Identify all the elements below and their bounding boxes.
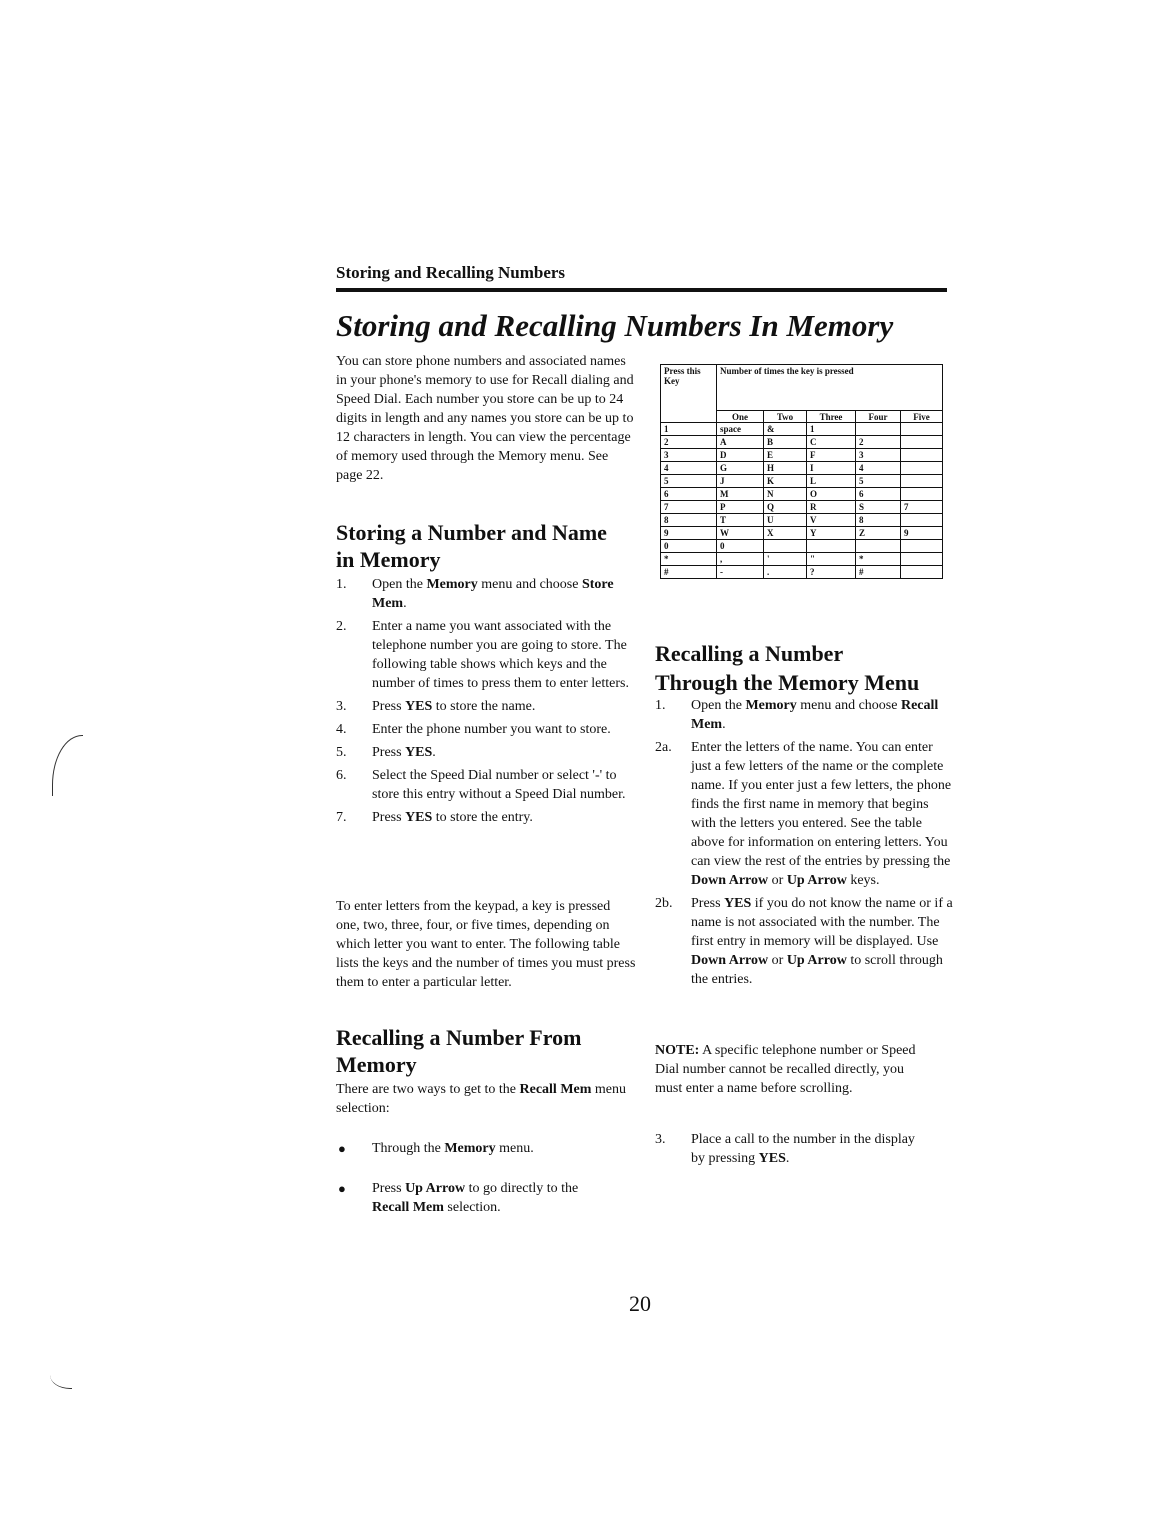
table-cell [901,475,943,488]
bullet-text: selection. [443,1200,501,1215]
intro-paragraph: You can store phone numbers and associated names in your phone's memory to use for Recall dialing and Speed Dial. Each number you store can be up to 24 digits in length and any names you store can be up to 12 characters in length. You can view the percentage of memory used through the Memory menu. See page 22. [336,354,634,483]
step-bold: Store Mem [372,577,614,611]
table-cell [901,488,943,501]
recall-heading-line1: Recalling a Number From [336,1025,582,1050]
table-cell: 4 [856,462,901,475]
table-cell [856,540,901,553]
step-text: to scroll through the entries. [691,953,943,987]
storing-step-1 [336,575,636,613]
table-key-cell: # [661,566,717,579]
table-cell: M [717,488,764,501]
table-row [661,501,943,514]
table-row [661,527,943,540]
step-number: 1. [655,698,666,713]
step-text: Press [372,699,406,714]
table-cell: P [717,501,764,514]
table-row [661,553,943,566]
note-label: NOTE: [655,1043,700,1058]
step-bold: YES [405,810,433,825]
recall-step-1 [655,696,955,734]
recall-intro-text: menu selection: [336,1082,627,1116]
table-cell: 7 [901,501,943,514]
recall-intro [336,1080,636,1118]
bullet-text: to go directly to the [465,1181,579,1196]
step-text: Open the [372,577,427,592]
table-row [661,449,943,462]
table-cell: 3 [856,449,901,462]
step-bold: Memory [745,698,797,713]
table-cell: W [717,527,764,540]
table-key-cell: 5 [661,475,717,488]
storing-step-5 [336,743,636,762]
bullet-text: menu. [495,1141,534,1156]
running-header: Storing and Recalling Numbers [336,263,566,282]
recall-intro-bold: Recall Mem [519,1082,592,1097]
table-cell: F [807,449,856,462]
table-row [661,423,943,436]
table-row [661,540,943,553]
table-cell: , [717,553,764,566]
storing-heading [336,519,646,573]
step-bold: YES [405,745,433,760]
step-bold: Memory [426,577,478,592]
table-cell: 0 [717,540,764,553]
table-cell: 8 [856,514,901,527]
page-title: Storing and Recalling Numbers In Memory [336,308,894,343]
scan-mark [52,735,83,796]
table-cell [764,540,807,553]
recall-menu-steps [655,696,955,989]
recall-menu-heading [655,639,955,697]
table-cell: - [717,566,764,579]
table-key-cell: 9 [661,527,717,540]
table-cell: space [717,423,764,436]
step-number: 1. [336,577,347,592]
step-text: Place a call to the number in the display by pressing [691,1132,915,1166]
table-cell: 2 [856,436,901,449]
table-cell: S [856,501,901,514]
step-text: if you do not know the name or if a name is not associated with the number. The first entry in memory will be displayed. Use [691,896,953,949]
step-number: 4. [336,722,347,737]
recall-intro-text: There are two ways to get to the [336,1082,520,1097]
table-cell [901,553,943,566]
recall-step-3-list [655,1130,925,1168]
table-cell: R [807,501,856,514]
step-bold: Recall Mem [691,698,939,732]
step-bold: Down Arrow [691,953,769,968]
table-cell: Z [856,527,901,540]
col-header-press-key: Press this Key [661,365,717,423]
table-row [661,436,943,449]
table-key-cell: 0 [661,540,717,553]
recall-heading [336,1024,646,1078]
step-text: menu and choose [796,698,901,713]
bullet-bold: Recall Mem [372,1200,444,1215]
table-cell: 6 [856,488,901,501]
table-cell: L [807,475,856,488]
storing-step-7 [336,808,636,827]
step-bold: Up Arrow [786,873,847,888]
note-text: A specific telephone number or Speed Dial number cannot be recalled directly, you must enter a name before scrolling. [655,1043,916,1096]
scan-mark [50,1372,72,1389]
table-cell [901,566,943,579]
table-key-cell: 8 [661,514,717,527]
step-text: keys. [846,873,880,888]
table-cell: & [764,423,807,436]
step-text: or [768,953,787,968]
storing-steps-list [336,575,636,827]
step-number: 2. [336,619,347,634]
step-text: Enter the phone number you want to store. [372,722,611,737]
step-number: 3. [655,1132,666,1147]
subheader-three: Three [807,411,856,423]
storing-step-4 [336,720,636,739]
table-row [661,488,943,501]
step-number: 6. [336,768,347,783]
bullet-icon: ● [338,1181,346,1196]
table-cell: U [764,514,807,527]
recall-step-2b [655,894,955,989]
table-cell: V [807,514,856,527]
bullet-text: Press [372,1181,406,1196]
step-text: . [403,596,407,611]
step-number: 5. [336,745,347,760]
table-row [661,475,943,488]
subheader-four: Four [856,411,901,423]
step-text: Press [372,745,406,760]
recall-heading-line2: Memory [336,1052,417,1077]
step-number: 2b. [655,896,673,911]
recall-bullet-1 [336,1139,616,1158]
storing-step-6 [336,766,636,804]
table-cell: # [856,566,901,579]
table-cell: J [717,475,764,488]
table-cell: O [807,488,856,501]
table-cell: ' [764,553,807,566]
step-text: . [722,717,726,732]
step-number: 7. [336,810,347,825]
step-text: menu and choose [477,577,582,592]
table-cell: K [764,475,807,488]
storing-heading-line1: Storing a Number and Name [336,520,607,545]
table-key-cell: 7 [661,501,717,514]
recall-menu-heading-line2: Through the Memory Menu [655,670,920,695]
step-text: or [768,873,787,888]
table-key-cell: 4 [661,462,717,475]
table-key-cell: 2 [661,436,717,449]
table-cell: Q [764,501,807,514]
table-cell: H [764,462,807,475]
table-cell: A [717,436,764,449]
step-text: Select the Speed Dial number or select '-' to store this entry without a Speed Dial number. [372,768,626,802]
recall-step-3 [655,1130,925,1168]
step-number: 2a. [655,740,672,755]
subheader-five: Five [901,411,943,423]
table-cell: 5 [856,475,901,488]
table-cell: * [856,553,901,566]
table-cell [807,540,856,553]
table-cell: X [764,527,807,540]
table-cell: " [807,553,856,566]
table-key-cell: 6 [661,488,717,501]
table-cell [901,540,943,553]
recall-menu-heading-line1: Recalling a Number [655,641,844,666]
table-key-cell: 3 [661,449,717,462]
step-text: Press [691,896,725,911]
step-bold: Down Arrow [691,873,769,888]
table-cell: 1 [807,423,856,436]
header-rule [336,288,947,292]
bullet-bold: Memory [444,1141,496,1156]
step-text: . [785,1151,790,1166]
table-cell [901,436,943,449]
table-header-row [661,365,943,411]
table-key-cell: 1 [661,423,717,436]
table-cell: B [764,436,807,449]
bullet-text: Through the [372,1141,445,1156]
step-text: Open the [691,698,746,713]
bullet-icon: ● [338,1141,346,1156]
step-text: . [432,745,436,760]
table-cell [901,514,943,527]
table-cell [901,423,943,436]
table-cell: 9 [901,527,943,540]
step-number: 3. [336,699,347,714]
recall-bullet-2 [336,1179,602,1217]
table-row [661,514,943,527]
step-text: to store the name. [432,699,536,714]
step-text: Press [372,810,406,825]
step-bold: Up Arrow [786,953,847,968]
recall-bullet-list [336,1139,616,1217]
step-bold: YES [758,1151,786,1166]
storing-step-2 [336,617,636,693]
note-paragraph [655,1041,930,1098]
step-text: Enter the letters of the name. You can enter just a few letters of the name or the complete name. If you enter just a few letters, the phone finds the first name in memory that begins with the letters you entered. See the table above for information on entering letters. You can view the rest of the entries by pressing the [691,740,952,869]
subheader-two: Two [764,411,807,423]
storing-heading-line2: in Memory [336,547,441,572]
subheader-one: One [717,411,764,423]
table-cell: . [764,566,807,579]
table-cell: Y [807,527,856,540]
table-cell: E [764,449,807,462]
step-bold: YES [405,699,433,714]
table-row [661,462,943,475]
table-cell: N [764,488,807,501]
table-cell: ? [807,566,856,579]
table-cell: D [717,449,764,462]
bullet-bold: Up Arrow [405,1181,466,1196]
table-cell: G [717,462,764,475]
table-cell [901,449,943,462]
storing-step-3 [336,697,636,716]
table-cell: I [807,462,856,475]
table-cell [901,462,943,475]
table-key-cell: * [661,553,717,566]
page-number: 20 [629,1291,651,1316]
group-header: Number of times the key is pressed [717,365,943,411]
table-row [661,566,943,579]
step-bold: YES [724,896,752,911]
table-body [661,423,943,579]
recall-step-2a [655,738,955,890]
table-cell: C [807,436,856,449]
step-text: to store the entry. [432,810,533,825]
step-text: Enter a name you want associated with the telephone number you are going to store. The following table shows which keys and the number of times to press them to enter letters. [372,619,629,691]
key-letter-table [660,364,943,579]
table-cell: T [717,514,764,527]
table-cell [856,423,901,436]
keypad-paragraph: To enter letters from the keypad, a key is pressed one, two, three, four, or five times, depending on which letter you want to enter. The following table lists the keys and the number of times you must press them to enter a particular letter. [336,899,636,990]
